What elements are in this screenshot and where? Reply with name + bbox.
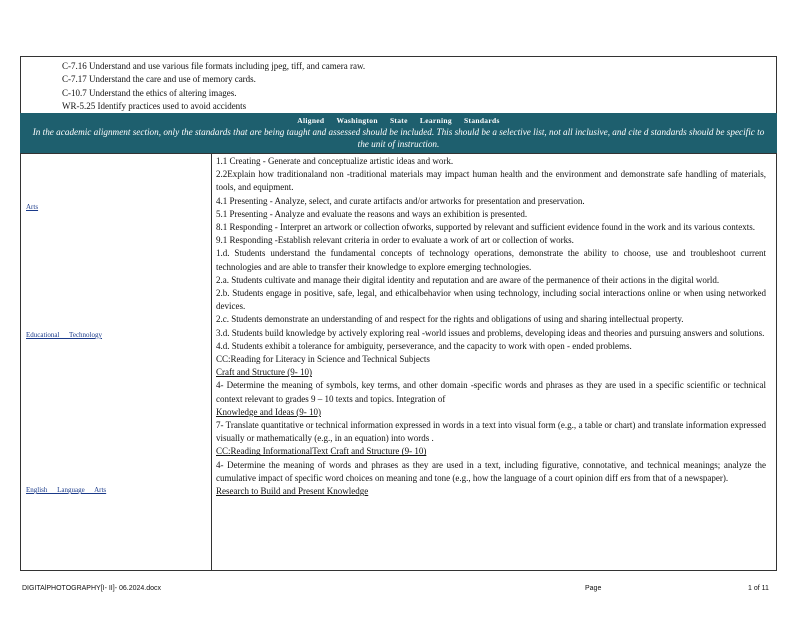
standard-text: 1.d. Students understand the fundamental concepts of technology operations, demonstrate the ability to choose, use and troubleshoot current technologies and are able to transfer their knowledge to explore emerging technologies. — [216, 248, 766, 272]
subject-arts-link[interactable]: Arts — [26, 203, 39, 211]
subject-ela-link[interactable]: English Language Arts — [26, 486, 107, 494]
list-item: C-10.7 Understand the ethics of altering images. — [62, 87, 237, 98]
standard-text: 4.d. Students exhibit a tolerance for ambiguity, perseverance, and the capacity to work with open - ended problems. — [216, 340, 632, 351]
standards-content — [216, 155, 766, 498]
standard-subheading-link[interactable]: Craft and Structure (9- 10) — [216, 367, 312, 378]
competency-list — [42, 60, 365, 113]
standard-text: 2.a. Students cultivate and manage their digital identity and reputation and are aware of the permanence of their actions in the digital world. — [216, 274, 720, 285]
standard-text: 9.1 Responding -Establish relevant criteria in order to evaluate a work of art or collection of works. — [216, 235, 574, 246]
standard-text: 2.b. Students engage in positive, safe, legal, and ethicalbehavior when using technology, including social interactions online or when using networked devices. — [216, 288, 766, 312]
standard-subheading-link[interactable]: CC:Reading InformationalText Craft and Structure (9- 10) — [216, 446, 427, 457]
standard-heading: CC:Reading for Literacy in Science and Technical Subjects — [216, 354, 430, 365]
list-item: C-7.16 Understand and use various file formats including jpeg, tiff, and camera raw. — [62, 61, 366, 71]
standard-subheading-link[interactable]: Research to Build and Present Knowledge — [216, 486, 369, 497]
standard-text: 1.1 Creating - Generate and conceptualize artistic ideas and work. — [216, 156, 454, 166]
standard-text: 4.1 Presenting - Analyze, select, and curate artifacts and/or artworks for presentation and preservation. — [216, 195, 585, 206]
standard-text: 4- Determine the meaning of words and phrases as they are used in a text, including figurative, connotative, and technical meanings; analyze the cumulative impact of specific word choices on meaning and tone (e.g., how the language of a court opinion diff ers from that of a newspaper). — [216, 459, 766, 483]
standards-header-band — [20, 113, 777, 153]
standard-text: 7- Translate quantitative or technical information expressed in words in a text into visual form (e.g., a table or chart) and translate information expressed visually or mathematically (e.g., in an equation) into words . — [216, 420, 766, 444]
standard-text: 2.c. Students demonstrate an understanding of and respect for the rights and obligations of using and sharing intellectual property. — [216, 314, 684, 325]
footer-page-label: Page — [585, 585, 602, 592]
standard-subheading-link[interactable]: Knowledge and Ideas (9- 10) — [216, 406, 321, 417]
standards-heading: Aligned Washington State Learning Standards — [297, 116, 500, 125]
standard-text: 2.2Explain how traditionaland non -traditional materials may impact human health and the environment and demonstrate safe handling of materials, tools, and equipment. — [216, 169, 766, 193]
column-divider — [211, 153, 212, 571]
standards-instructions: In the academic alignment section, only the standards that are being taught and assessed should be included. This should be a selective list, not all inclusive, and cite d standards should be specific to the unit of instruction. — [32, 127, 765, 149]
subject-edtech-link[interactable]: Educational Technology — [26, 331, 103, 339]
standard-text: 8.1 Responding - Interpret an artwork or collection ofworks, supported by relevant and sufficient evidence found in the work and its various contexts. — [216, 222, 755, 233]
list-item: C-7.17 Understand the care and use of memory cards. — [62, 74, 256, 85]
standard-text: 4- Determine the meaning of symbols, key terms, and other domain -specific words and phrases as they are used in a specific scientific or technical context relevant to grades 9 – 10 texts and topics. Integration of — [216, 380, 766, 404]
list-item: WR-5.25 Identify practices used to avoid accidents — [62, 100, 247, 111]
standard-text: 5.1 Presenting - Analyze and evaluate the reasons and ways an exhibition is presented. — [216, 208, 528, 219]
standard-text: 3.d. Students build knowledge by actively exploring real -world issues and problems, developing ideas and theories and pursuing answers and solutions. — [216, 327, 765, 338]
footer-filename: DIGITAlPHOTOGRAPHY[I- II]- 06.2024.docx — [22, 585, 162, 592]
footer-page-count: 1 of 11 — [748, 585, 769, 592]
